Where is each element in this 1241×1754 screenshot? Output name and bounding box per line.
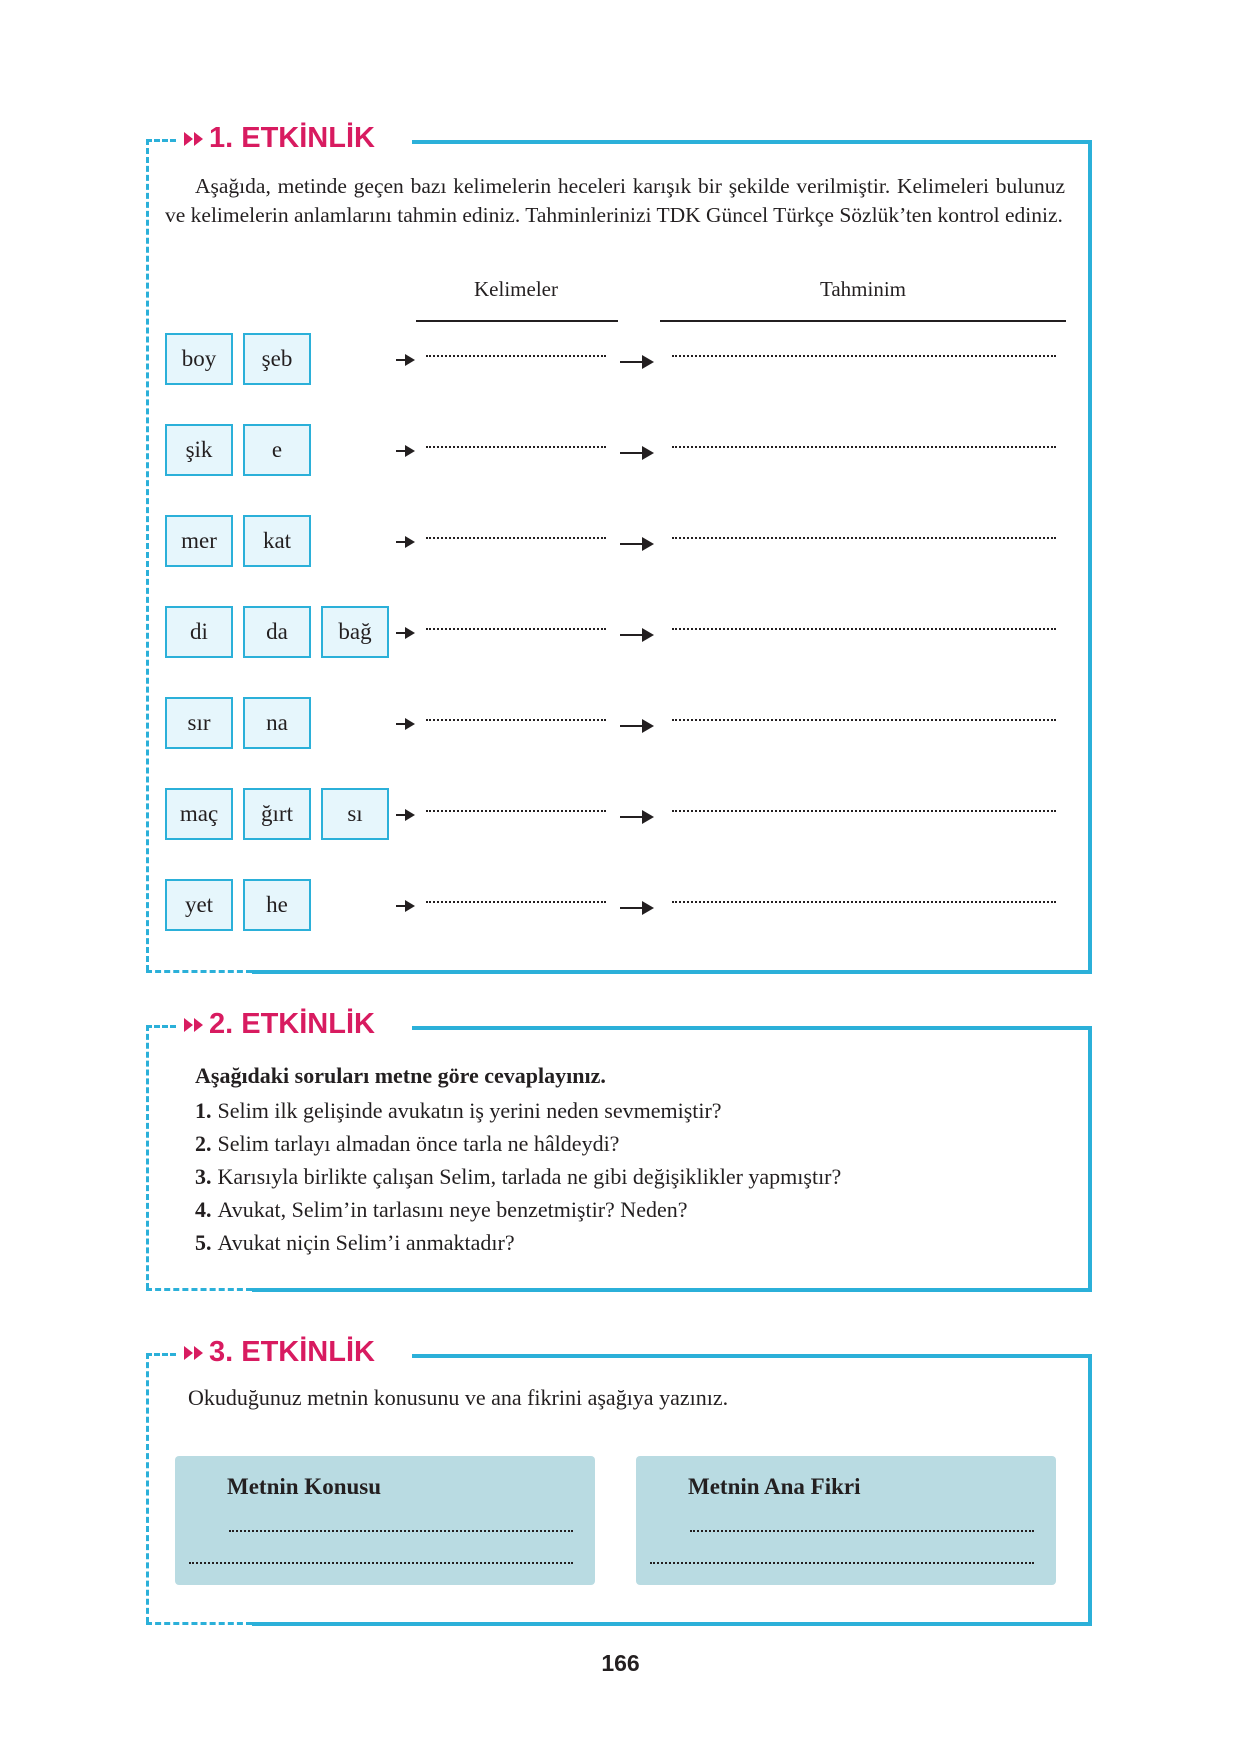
question-text: Avukat niçin Selim’i anmaktadır?: [217, 1230, 515, 1255]
arrow-icon: [620, 543, 650, 545]
topic-box-title: Metnin Konusu: [227, 1474, 382, 1499]
guess-answer-line[interactable]: [672, 537, 1056, 539]
word-answer-line[interactable]: [426, 628, 606, 630]
question-text: Karısıyla birlikte çalışan Selim, tarlada ne gibi değişiklikler yapmıştır?: [217, 1164, 842, 1189]
frame-dash-top: [146, 1025, 176, 1028]
frame-bottom: [252, 970, 1092, 974]
column-rule-words: [416, 320, 618, 322]
guess-answer-line[interactable]: [672, 446, 1056, 448]
syllable-box: na: [243, 697, 311, 749]
arrow-icon: [620, 907, 650, 909]
answer-line[interactable]: [690, 1530, 1034, 1532]
guess-answer-line[interactable]: [672, 901, 1056, 903]
arrow-icon: [620, 634, 650, 636]
frame-right: [1088, 140, 1092, 972]
syllable-box: mer: [165, 515, 233, 567]
activity-1-title: 1. ETKİNLİK: [209, 122, 375, 154]
question-number: 5.: [195, 1230, 212, 1255]
syllable-box: sı: [321, 788, 389, 840]
arrow-icon: [396, 723, 412, 725]
column-header-words: Kelimeler: [474, 277, 558, 301]
frame-dash-top: [146, 1353, 176, 1356]
syllable-box: maç: [165, 788, 233, 840]
frame-dash-left: [146, 1025, 149, 1289]
answer-line[interactable]: [189, 1562, 573, 1564]
question-text: Avukat, Selim’in tarlasını neye benzetmiştir? Neden?: [217, 1197, 688, 1222]
double-arrow-icon: [184, 1346, 203, 1360]
question-item: [195, 1094, 1075, 1127]
arrow-icon: [396, 814, 412, 816]
syllable-box: yet: [165, 879, 233, 931]
guess-answer-line[interactable]: [672, 810, 1056, 812]
arrow-icon: [620, 816, 650, 818]
syllable-box: bağ: [321, 606, 389, 658]
arrow-icon: [396, 905, 412, 907]
main-idea-box: [636, 1456, 1056, 1585]
syllable-box: di: [165, 606, 233, 658]
syllable-box: he: [243, 879, 311, 931]
question-number: 4.: [195, 1197, 212, 1222]
guess-answer-line[interactable]: [672, 355, 1056, 357]
topic-box: [175, 1456, 595, 1585]
word-answer-line[interactable]: [426, 901, 606, 903]
syllable-box: da: [243, 606, 311, 658]
question-number: 2.: [195, 1131, 212, 1156]
column-header-guess: Tahminim: [819, 277, 907, 301]
frame-dash-bottom: [146, 1622, 252, 1625]
frame-dash-bottom: [146, 1288, 252, 1291]
syllable-box: e: [243, 424, 311, 476]
activity-2-heading: [180, 1008, 383, 1041]
word-answer-line[interactable]: [426, 719, 606, 721]
frame-bottom: [252, 1288, 1092, 1292]
frame-top: [412, 140, 1092, 144]
activity-3-heading: [180, 1336, 383, 1369]
question-item: [195, 1226, 1075, 1259]
frame-dash-left: [146, 139, 149, 971]
frame-right: [1088, 1354, 1092, 1624]
activity-3-title: 3. ETKİNLİK: [209, 1336, 375, 1368]
column-rule-guess: [660, 320, 1066, 322]
syllable-box: boy: [165, 333, 233, 385]
frame-top: [412, 1026, 1092, 1030]
syllable-box: kat: [243, 515, 311, 567]
syllable-box: sır: [165, 697, 233, 749]
activity-2-title: 2. ETKİNLİK: [209, 1008, 375, 1040]
frame-dash-left: [146, 1353, 149, 1623]
syllable-box: ğırt: [243, 788, 311, 840]
frame-dash-bottom: [146, 970, 252, 973]
frame-bottom: [252, 1622, 1092, 1626]
question-text: Selim tarlayı almadan önce tarla ne hâldeydi?: [217, 1131, 620, 1156]
question-text: Selim ilk gelişinde avukatın iş yerini neden sevmemiştir?: [217, 1098, 722, 1123]
frame-dash-top: [146, 139, 176, 142]
question-number: 3.: [195, 1164, 212, 1189]
syllable-box: şik: [165, 424, 233, 476]
activity-1-heading: [180, 122, 383, 155]
word-answer-line[interactable]: [426, 446, 606, 448]
arrow-icon: [620, 361, 650, 363]
question-item: [195, 1193, 1075, 1226]
questions-prompt: Aşağıdaki soruları metne göre cevaplayınız.: [195, 1063, 606, 1088]
page-number: 166: [601, 1650, 640, 1676]
word-answer-line[interactable]: [426, 355, 606, 357]
question-number: 1.: [195, 1098, 212, 1123]
arrow-icon: [396, 450, 412, 452]
frame-top: [412, 1354, 1092, 1358]
instruction-text: Aşağıda, metinde geçen bazı kelimelerin heceleri karışık bir şekilde verilmiştir. Kelimeleri bulunuz ve kelimelerin anlamlarını tahmin ediniz. Tahminlerinizi TDK Güncel Türkçe Sözlük’ten kontrol ediniz.: [165, 174, 1065, 227]
arrow-icon: [396, 541, 412, 543]
activity-3-instruction: Okuduğunuz metnin konusunu ve ana fikrini aşağıya yazınız.: [188, 1385, 729, 1410]
question-item: [195, 1127, 1075, 1160]
double-arrow-icon: [184, 132, 203, 146]
arrow-icon: [620, 452, 650, 454]
arrow-icon: [396, 632, 412, 634]
double-arrow-icon: [184, 1018, 203, 1032]
question-item: [195, 1160, 1075, 1193]
activity-1-instruction: [165, 172, 1065, 230]
main-idea-box-title: Metnin Ana Fikri: [688, 1474, 861, 1499]
guess-answer-line[interactable]: [672, 719, 1056, 721]
arrow-icon: [620, 725, 650, 727]
frame-right: [1088, 1026, 1092, 1290]
answer-line[interactable]: [650, 1562, 1034, 1564]
syllable-box: şeb: [243, 333, 311, 385]
answer-line[interactable]: [229, 1530, 573, 1532]
word-answer-line[interactable]: [426, 537, 606, 539]
word-answer-line[interactable]: [426, 810, 606, 812]
questions-list: [195, 1094, 1075, 1259]
guess-answer-line[interactable]: [672, 628, 1056, 630]
arrow-icon: [396, 359, 412, 361]
